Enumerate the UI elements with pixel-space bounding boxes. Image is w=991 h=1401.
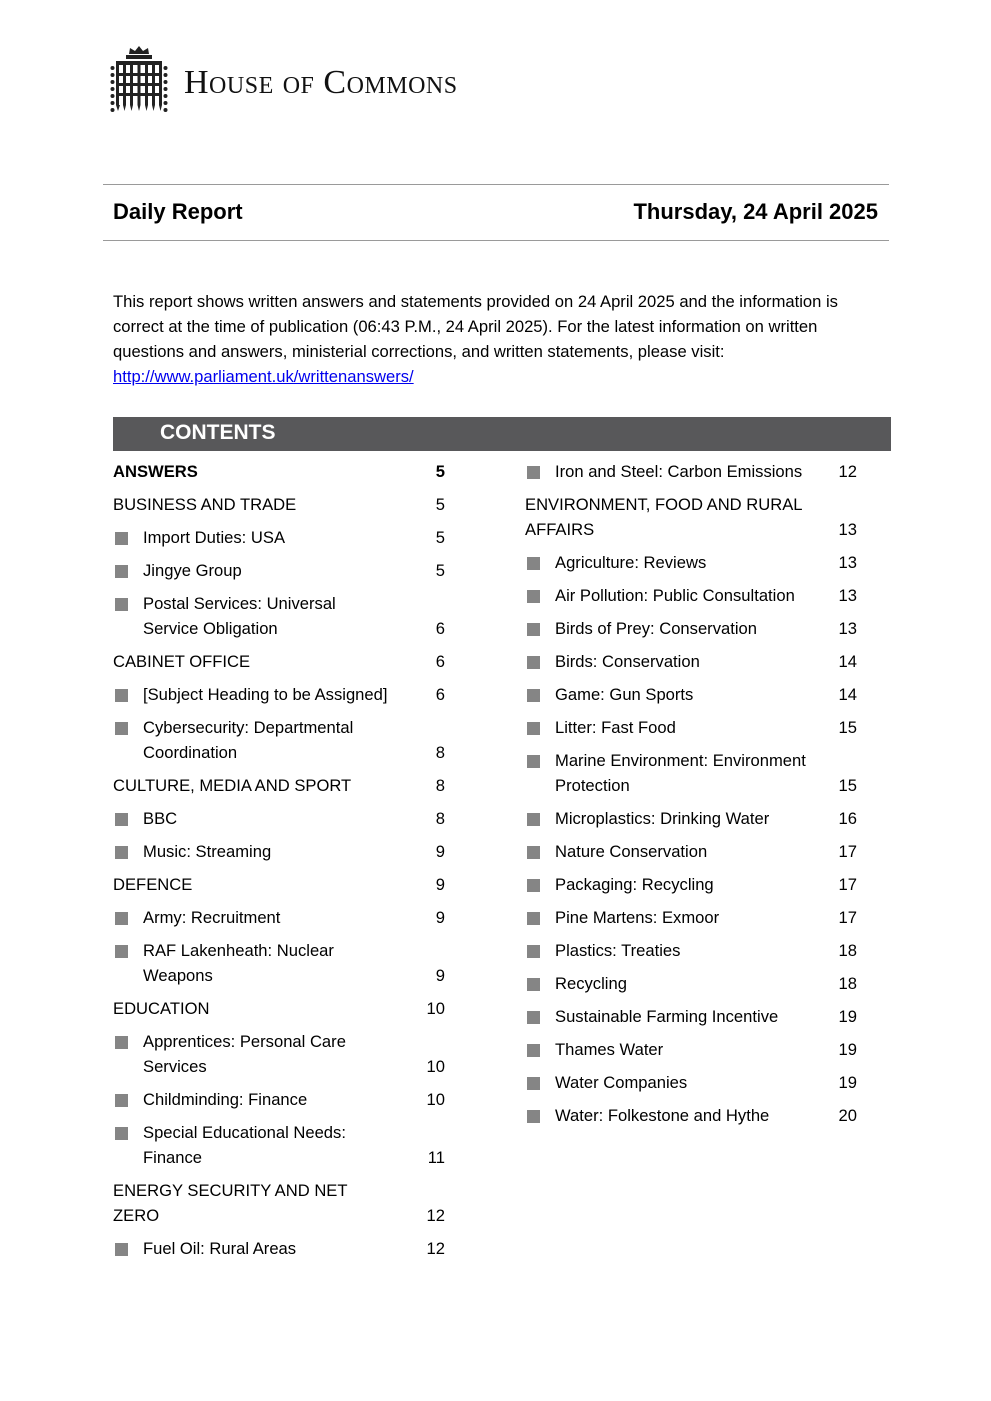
contents-entry-page: 19: [838, 1040, 857, 1059]
contents-heading: CONTENTS: [160, 421, 276, 444]
contents-entry-title: CULTURE, MEDIA AND SPORT: [113, 776, 352, 795]
contents-entry-page: 6: [435, 619, 445, 638]
contents-entry-page: 17: [838, 842, 857, 861]
contents-entry-title: Water Companies: [555, 1073, 688, 1092]
square-bullet-icon: [527, 912, 540, 925]
square-bullet-icon: [115, 722, 128, 735]
contents-entry-title: Birds: Conservation: [555, 652, 700, 671]
contents-entry-title: ANSWERS: [113, 462, 198, 481]
contents-section[interactable]: [113, 769, 445, 802]
square-bullet-icon: [115, 565, 128, 578]
contents-item[interactable]: [525, 934, 857, 967]
contents-section[interactable]: [113, 488, 445, 521]
contents-entry-page: 16: [838, 809, 857, 828]
square-bullet-icon: [527, 623, 540, 636]
contents-entry-title: Music: Streaming: [143, 842, 272, 861]
contents-heading-bar: [113, 417, 891, 451]
contents-entry-page: 6: [435, 685, 445, 704]
contents-entry-title: [Subject Heading to be Assigned]: [143, 685, 388, 704]
square-bullet-icon: [115, 598, 128, 611]
contents-entry-title: EDUCATION: [113, 999, 210, 1018]
contents-entry-title: BUSINESS AND TRADE: [113, 495, 297, 514]
square-bullet-icon: [115, 689, 128, 702]
contents-item[interactable]: [113, 1116, 445, 1174]
contents-item[interactable]: [525, 802, 857, 835]
contents-entry-page: 8: [435, 809, 445, 828]
report-date: Thursday, 24 April 2025: [633, 199, 878, 224]
contents-entry-page: 12: [426, 1206, 445, 1225]
contents-entry-title: Plastics: Treaties: [555, 941, 681, 960]
contents-entry-page: 11: [427, 1148, 445, 1167]
contents-item[interactable]: [525, 612, 857, 645]
contents-section[interactable]: [113, 1174, 445, 1232]
contents-entry-title: RAF Lakenheath: Nuclear Weapons: [143, 941, 334, 985]
contents-item[interactable]: [525, 868, 857, 901]
contents-item[interactable]: [525, 835, 857, 868]
square-bullet-icon: [115, 1127, 128, 1140]
contents-entry-title: Jingye Group: [143, 561, 242, 580]
intro-paragraph: [113, 289, 883, 389]
square-bullet-icon: [115, 945, 128, 958]
contents-column-left: [113, 455, 445, 1265]
contents-entry-page: 13: [838, 619, 857, 638]
contents-entry-page: 14: [838, 685, 857, 704]
square-bullet-icon: [115, 532, 128, 545]
square-bullet-icon: [115, 912, 128, 925]
square-bullet-icon: [527, 1110, 540, 1123]
contents-entry-title: Recycling: [555, 974, 627, 993]
contents-item[interactable]: [113, 678, 445, 711]
contents-entry-title: CABINET OFFICE: [113, 652, 251, 671]
contents-item[interactable]: [113, 554, 445, 587]
square-bullet-icon: [527, 978, 540, 991]
contents-entry-page: 9: [435, 908, 445, 927]
contents-item[interactable]: [525, 1066, 857, 1099]
square-bullet-icon: [527, 722, 540, 735]
contents-entry-page: 13: [838, 520, 857, 539]
contents-item[interactable]: [525, 711, 857, 744]
contents-entry-title: Cybersecurity: Departmental Coordination: [143, 718, 354, 762]
contents-entry-page: 10: [426, 999, 445, 1018]
square-bullet-icon: [115, 1094, 128, 1107]
contents-entry-page: 20: [838, 1106, 857, 1125]
contents-entry-title: Litter: Fast Food: [555, 718, 676, 737]
bottom-divider: [103, 240, 889, 241]
contents-item[interactable]: [113, 587, 445, 645]
contents-item[interactable]: [113, 835, 445, 868]
square-bullet-icon: [527, 1044, 540, 1057]
contents-section[interactable]: [113, 455, 445, 488]
contents-entry-title: Sustainable Farming Incentive: [555, 1007, 779, 1026]
intro-text: This report shows written answers and statements provided on 24 April 2025 and the information is correct at the time of publication (06:43 P.M., 24 April 2025). For the latest information on written questions and answers, ministerial corrections, and written statements, please visit:: [113, 292, 838, 361]
contents-entry-title: Special Educational Needs: Finance: [143, 1123, 346, 1167]
contents-entry-title: Water: Folkestone and Hythe: [555, 1106, 770, 1125]
contents-entry-title: Microplastics: Drinking Water: [555, 809, 770, 828]
contents-entry-page: 9: [435, 966, 445, 985]
square-bullet-icon: [115, 846, 128, 859]
square-bullet-icon: [527, 689, 540, 702]
contents-item[interactable]: [525, 1033, 857, 1066]
contents-entry-title: Nature Conservation: [555, 842, 708, 861]
contents-entry-page: 15: [838, 718, 857, 737]
contents-entry-page: 12: [838, 462, 857, 481]
contents-item[interactable]: [525, 455, 857, 488]
contents-item[interactable]: [113, 1025, 445, 1083]
contents-entry-title: Packaging: Recycling: [555, 875, 714, 894]
square-bullet-icon: [527, 846, 540, 859]
contents-entry-page: 13: [838, 586, 857, 605]
contents-entry-title: DEFENCE: [113, 875, 193, 894]
contents-entry-page: 5: [435, 462, 445, 481]
contents-item[interactable]: [525, 1000, 857, 1033]
contents-entry-page: 5: [435, 561, 445, 580]
contents-entry-title: Air Pollution: Public Consultation: [555, 586, 795, 605]
contents-entry-page: 9: [435, 842, 445, 861]
square-bullet-icon: [527, 879, 540, 892]
contents-entry-page: 12: [426, 1239, 445, 1258]
square-bullet-icon: [115, 1036, 128, 1049]
contents-entry-page: 13: [838, 553, 857, 572]
contents-entry-title: Apprentices: Personal Care Services: [143, 1032, 346, 1076]
contents-entry-title: Pine Martens: Exmoor: [555, 908, 720, 927]
square-bullet-icon: [527, 945, 540, 958]
contents-entry-title: Marine Environment: Environment Protection: [555, 751, 806, 795]
contents-item[interactable]: [113, 521, 445, 554]
contents-item[interactable]: [525, 546, 857, 579]
square-bullet-icon: [527, 1077, 540, 1090]
contents-item[interactable]: [525, 678, 857, 711]
contents-item[interactable]: [113, 711, 445, 769]
contents-entry-page: 9: [435, 875, 445, 894]
contents-item[interactable]: [525, 1099, 857, 1132]
contents-entry-title: Game: Gun Sports: [555, 685, 694, 704]
contents-entry-title: Fuel Oil: Rural Areas: [143, 1239, 297, 1258]
contents-item[interactable]: [525, 645, 857, 678]
contents-entry-page: 19: [838, 1007, 857, 1026]
square-bullet-icon: [527, 466, 540, 479]
contents-item[interactable]: [525, 579, 857, 612]
contents-entry-title: Birds of Prey: Conservation: [555, 619, 757, 638]
contents-item[interactable]: [113, 1083, 445, 1116]
contents-section[interactable]: [525, 488, 857, 546]
contents-entry-page: 5: [435, 495, 445, 514]
contents-entry-title: ENERGY SECURITY AND NET ZERO: [113, 1181, 348, 1225]
logo: [110, 44, 458, 114]
org-name: House of Commons: [184, 64, 458, 101]
contents-entry-title: Import Duties: USA: [143, 528, 286, 547]
contents-item[interactable]: [113, 1232, 445, 1265]
contents-entry-title: Childminding: Finance: [143, 1090, 308, 1109]
portcullis-icon: [110, 44, 168, 114]
contents-entry-title: BBC: [143, 809, 178, 828]
contents-entry-title: Agriculture: Reviews: [555, 553, 707, 572]
contents-column-right: [525, 455, 857, 1132]
contents-section[interactable]: [113, 645, 445, 678]
contents-entry-page: 8: [435, 743, 445, 762]
contents-item[interactable]: [113, 901, 445, 934]
contents-item[interactable]: [525, 744, 857, 802]
contents-entry-title: Army: Recruitment: [143, 908, 281, 927]
square-bullet-icon: [527, 557, 540, 570]
contents-item[interactable]: [113, 934, 445, 992]
square-bullet-icon: [527, 755, 540, 768]
contents-entry-page: 18: [838, 974, 857, 993]
square-bullet-icon: [115, 1243, 128, 1256]
contents-entry-title: Postal Services: Universal Service Obligation: [143, 594, 336, 638]
contents-entry-page: 10: [426, 1057, 445, 1076]
square-bullet-icon: [527, 813, 540, 826]
top-divider: [103, 184, 889, 185]
report-title: Daily Report: [113, 199, 243, 224]
contents-section[interactable]: [113, 992, 445, 1025]
contents-entry-page: 18: [838, 941, 857, 960]
written-answers-link[interactable]: http://www.parliament.uk/writtenanswers/: [113, 367, 414, 386]
contents-entry-page: 19: [838, 1073, 857, 1092]
square-bullet-icon: [115, 813, 128, 826]
contents-item[interactable]: [113, 802, 445, 835]
contents-entry-title: Thames Water: [555, 1040, 664, 1059]
square-bullet-icon: [527, 1011, 540, 1024]
contents-entry-page: 17: [838, 875, 857, 894]
contents-section[interactable]: [113, 868, 445, 901]
contents-item[interactable]: [525, 967, 857, 1000]
contents-entry-page: 14: [838, 652, 857, 671]
contents-entry-page: 10: [426, 1090, 445, 1109]
square-bullet-icon: [527, 656, 540, 669]
contents-item[interactable]: [525, 901, 857, 934]
contents-entry-page: 17: [838, 908, 857, 927]
contents-entry-title: Iron and Steel: Carbon Emissions: [555, 462, 803, 481]
contents-entry-page: 15: [838, 776, 857, 795]
contents-entry-title: ENVIRONMENT, FOOD AND RURAL AFFAIRS: [525, 495, 802, 539]
contents-entry-page: 8: [435, 776, 445, 795]
contents-entry-page: 5: [435, 528, 445, 547]
contents-entry-page: 6: [435, 652, 445, 671]
square-bullet-icon: [527, 590, 540, 603]
